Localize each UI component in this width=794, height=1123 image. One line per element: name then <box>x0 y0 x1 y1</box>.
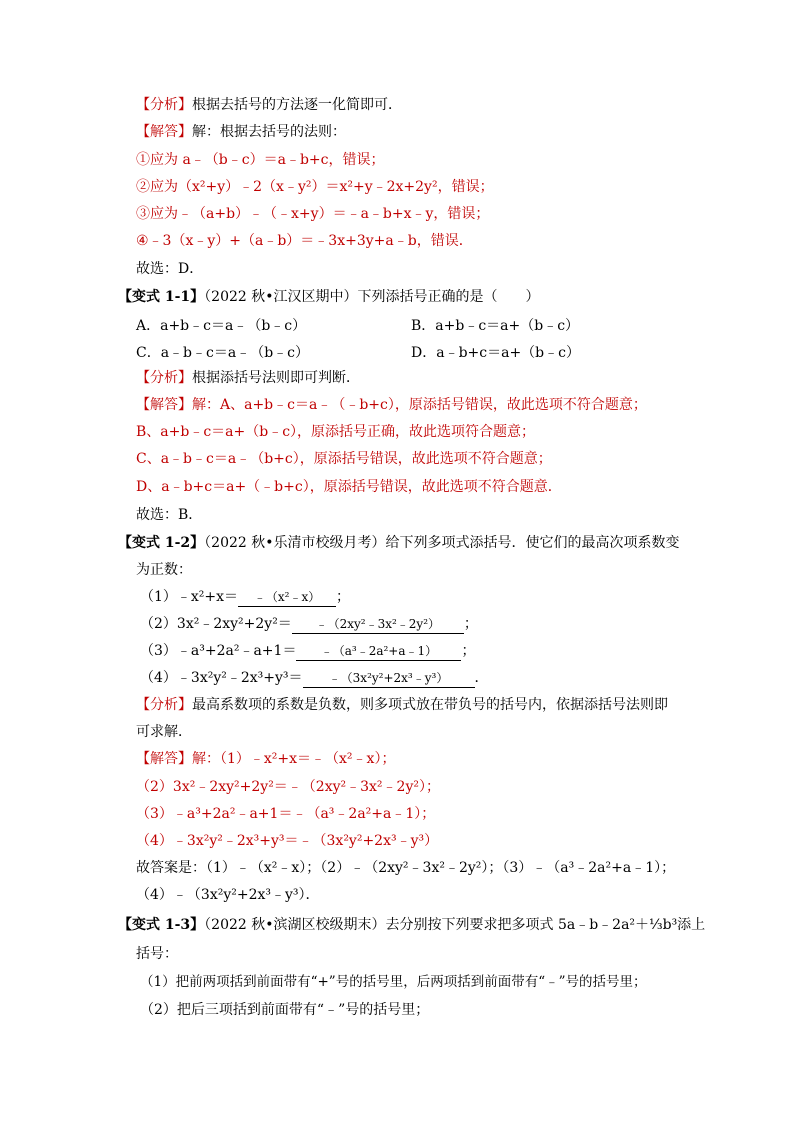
requirement-1: （1）把前两项括到前面带有“+”号的括号里，后两项括到前面带有“﹣”号的括号里； <box>140 974 647 990</box>
question-end: ； <box>336 589 351 605</box>
question-lhs: （2）3x²﹣2xy²+2y²＝ <box>140 616 292 632</box>
solution-item-d: D、a﹣b+c＝a+（﹣b+c），原添括号错误，故此选项不符合题意． <box>136 479 562 495</box>
variant-stem-cont: 括号： <box>136 946 178 962</box>
answer-blank: ﹣（a³﹣2a²+a﹣1） <box>296 642 461 661</box>
variant-stem: （2022 秋•乐清市校级月考）给下列多项式添括号．使它们的最高次项系数变 <box>204 535 680 551</box>
analysis-line <box>136 96 402 114</box>
question-2 <box>140 615 478 634</box>
solution-tag: 【解答】 <box>136 124 192 140</box>
variant-1-1-stem <box>118 288 540 306</box>
solution-line <box>136 396 647 414</box>
final-answer-cont: （4）﹣（3x²y²+2x³﹣y³）． <box>136 887 320 903</box>
solution-item-3: （3）﹣a³+2a²﹣a+1＝﹣（a³﹣2a²+a﹣1）； <box>136 806 436 822</box>
analysis-tag: 【分析】 <box>136 697 192 713</box>
solution-item-3: ③应为﹣（a+b）﹣（﹣x+y）＝﹣a﹣b+x﹣y，错误； <box>136 206 490 222</box>
question-1 <box>140 588 350 607</box>
solution-text: 解：（1）﹣x²+x＝﹣（x²﹣x）； <box>192 751 396 767</box>
solution-item-4: ④﹣3（x﹣y）+（a﹣b）＝﹣3x+3y+a﹣b，错误． <box>136 233 473 249</box>
analysis-text: 根据添括号法则即可判断． <box>192 370 360 386</box>
variant-tag: 【变式 1-3】 <box>118 917 205 933</box>
variant-stem: （2022 秋•滨湖区校级期末）去分别按下列要求把多项式 5a﹣b﹣2a²＋⅓b³添上 <box>204 917 706 933</box>
question-end: ． <box>474 670 489 686</box>
question-lhs: （3）﹣a³+2a²﹣a+1＝ <box>140 643 297 659</box>
final-answer-line: 故答案是：（1）﹣（x²﹣x）；（2）﹣（2xy²﹣3x²﹣2y²）；（3）﹣（a³﹣2a²+a﹣1）； <box>136 860 676 876</box>
solution-item-2: ②应为（x²+y）﹣2（x﹣y²）＝x²+y﹣2x+2y²，错误； <box>136 179 494 195</box>
solution-item-4: （4）﹣3x²y²﹣2x³+y³＝﹣（3x²y²+2x³﹣y³） <box>136 833 439 849</box>
solution-item-b: B、a+b﹣c＝a+（b﹣c），原添括号正确，故此选项符合题意； <box>136 424 536 440</box>
question-lhs: （1）﹣x²+x＝ <box>140 589 239 605</box>
analysis-tag: 【分析】 <box>136 370 192 386</box>
requirement-2: （2）把后三项括到前面带有“﹣”号的括号里； <box>140 1002 430 1018</box>
question-3 <box>140 642 475 661</box>
option-d: D．a﹣b+c＝a+（b﹣c） <box>411 345 580 361</box>
solution-text: 解：A、a+b﹣c＝a﹣（﹣b+c），原添括号错误，故此选项不符合题意； <box>192 397 647 413</box>
analysis-line <box>136 369 360 387</box>
variant-stem-cont: 为正数： <box>136 562 192 578</box>
variant-1-3-stem <box>118 916 705 934</box>
solution-line <box>136 750 395 768</box>
variant-stem: （2022 秋•江汉区期中）下列添括号正确的是（ ） <box>204 289 540 305</box>
variant-1-2-stem <box>118 534 680 552</box>
analysis-text: 根据去括号的方法逐一化简即可． <box>192 97 402 113</box>
analysis-cont: 可求解． <box>136 724 192 740</box>
variant-tag: 【变式 1-2】 <box>118 535 205 551</box>
answer-blank: ﹣（2xy²﹣3x²﹣2y²） <box>292 615 464 634</box>
analysis-text: 最高系数项的系数是负数，则多项式放在带负号的括号内，依据添括号法则即 <box>192 697 668 713</box>
answer-blank: ﹣（3x²y²+2x³﹣y³） <box>303 669 475 688</box>
solution-line <box>136 123 346 141</box>
solution-item-1: ①应为 a﹣（b﹣c）＝a﹣b+c，错误； <box>136 152 385 168</box>
analysis-tag: 【分析】 <box>136 97 192 113</box>
option-a: A．a+b﹣c＝a﹣（b﹣c） <box>136 318 307 334</box>
solution-text: 解：根据去括号的法则： <box>192 124 346 140</box>
choice-line: 故选：D． <box>136 261 204 277</box>
solution-item-2: （2）3x²﹣2xy²+2y²＝﹣（2xy²﹣3x²﹣2y²）； <box>136 779 440 795</box>
question-lhs: （4）﹣3x²y²﹣2x³+y³＝ <box>140 670 303 686</box>
option-b: B．a+b﹣c＝a+（b﹣c） <box>411 318 580 334</box>
question-4 <box>140 669 489 688</box>
question-end: ； <box>463 616 478 632</box>
option-c: C．a﹣b﹣c＝a﹣（b﹣c） <box>136 345 310 361</box>
solution-tag: 【解答】 <box>136 397 192 413</box>
choice-line: 故选：B． <box>136 507 203 523</box>
solution-tag: 【解答】 <box>136 751 192 767</box>
answer-blank: ﹣（x²﹣x） <box>238 588 336 607</box>
question-end: ； <box>461 643 476 659</box>
solution-item-c: C、a﹣b﹣c＝a﹣（b+c），原添括号错误，故此选项不符合题意； <box>136 451 552 467</box>
analysis-line <box>136 696 668 714</box>
variant-tag: 【变式 1-1】 <box>118 289 205 305</box>
